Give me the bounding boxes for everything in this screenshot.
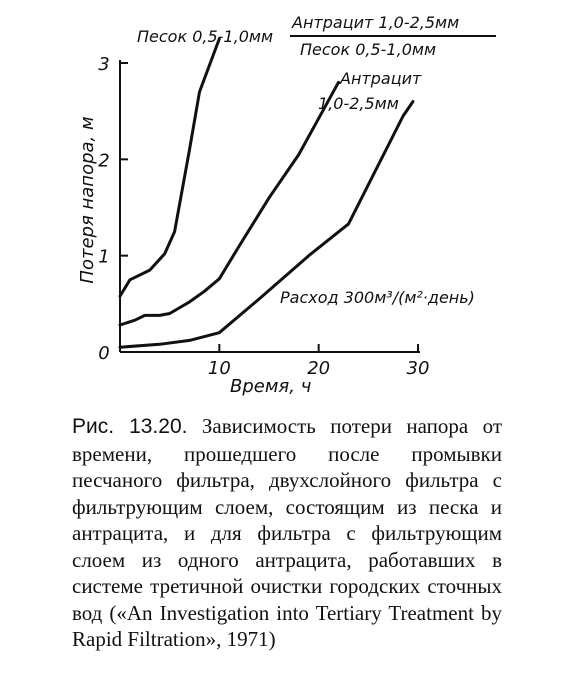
- y-tick-label: 1: [98, 246, 110, 268]
- series-label-anthracite-top: Антрацит: [340, 69, 422, 88]
- series-label-dual-top: Антрацит 1,0-2,5мм: [292, 13, 460, 32]
- y-axis-title: Потеря напора, м: [77, 116, 98, 284]
- x-tick-label: 30: [406, 358, 430, 379]
- series-label-sand: Песок 0,5-1,0мм: [137, 27, 274, 46]
- series-line-sand: [120, 39, 219, 296]
- series-label-anthracite-bottom: 1,0-2,5мм: [318, 94, 399, 113]
- series-label-dual-bottom: Песок 0,5-1,0мм: [300, 40, 437, 59]
- x-axis-title: Время, ч: [230, 376, 312, 397]
- figure-caption: [72, 413, 502, 653]
- caption-label: Рис. 13.20.: [72, 415, 188, 438]
- x-tick-label: 20: [307, 358, 331, 379]
- caption-text: Зависимость потери напора от времени, прошедшего после промывки песчаного фильтра, двухслойного фильтра с фильтрующим слоем, состоящим из песка и антрацита, и для фильтра с фильтрующим слоем из одного антрацита, работавших в системе третичной очистки городских сточных вод («An Investigation into Tertiary Treatment by Rapid Filtration», 1971): [72, 414, 503, 651]
- series-line-anthracite: [120, 102, 413, 348]
- y-tick-label: 0: [98, 343, 110, 364]
- y-tick-label: 2: [98, 150, 110, 172]
- y-tick-label: 3: [98, 54, 110, 75]
- flow-rate-annotation: Расход 300м³/(м²·день): [280, 288, 475, 307]
- x-tick-label: 10: [207, 358, 231, 379]
